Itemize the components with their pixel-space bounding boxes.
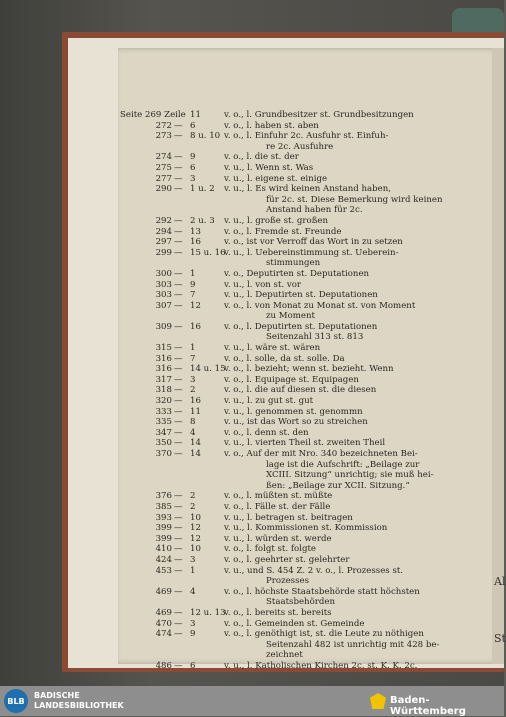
errata-text: v. o., l. Gemeinden st. Gemeinde xyxy=(224,618,365,629)
errata-dash: — xyxy=(174,268,183,279)
errata-row xyxy=(120,248,460,259)
blb-logo-text: BLB xyxy=(7,696,25,706)
errata-row xyxy=(120,174,460,185)
errata-text: v. o., l. Fälle st. der Fälle xyxy=(224,501,331,512)
errata-text: v. u., l. Es wird keinen Anstand haben, xyxy=(224,184,392,195)
errata-text: v. o., l. bereits st. bereits xyxy=(224,607,332,618)
errata-row xyxy=(120,131,460,142)
errata-text: v. o., l. haben st. aben xyxy=(224,120,319,131)
errata-page: 272 xyxy=(155,120,172,131)
errata-dash: — xyxy=(174,374,183,385)
errata-line: 8 u. 10 xyxy=(190,131,221,142)
errata-page: 316 xyxy=(155,364,172,375)
errata-line: 2 xyxy=(190,501,196,512)
errata-row xyxy=(120,438,460,449)
errata-line: 16 xyxy=(190,321,201,332)
errata-row xyxy=(120,184,460,195)
errata-continuation-text: XCIII. Sitzung“ unrichtig; sie muß hei- xyxy=(266,470,434,481)
errata-row xyxy=(120,216,460,227)
errata-text: v. o., l. die st. der xyxy=(224,152,299,163)
errata-text: v. o., l. höchste Staatsbehörde statt höchsten xyxy=(224,586,420,597)
errata-row xyxy=(120,513,460,524)
errata-line: 10 xyxy=(190,512,201,523)
errata-dash: — xyxy=(174,279,183,290)
errata-text: v. u., l. Wenn st. Was xyxy=(224,162,314,173)
errata-page: 275 xyxy=(155,162,172,173)
errata-page: 274 xyxy=(155,152,172,163)
errata-dash: — xyxy=(174,427,183,438)
errata-page: 294 xyxy=(155,226,172,237)
errata-line: 14 xyxy=(190,438,201,449)
errata-row xyxy=(120,661,460,672)
errata-dash: — xyxy=(174,162,183,173)
errata-line: 2 xyxy=(190,491,196,502)
errata-page: 385 xyxy=(155,501,172,512)
errata-page: 399 xyxy=(155,533,172,544)
errata-continuation-text: lage ist die Aufschrift: „Beilage zur xyxy=(266,459,420,470)
errata-row xyxy=(120,449,460,460)
errata-dash: — xyxy=(174,512,183,523)
errata-text: v. o., l. denn st. den xyxy=(224,427,309,438)
errata-line: 3 xyxy=(190,554,196,565)
errata-text: v. o., l. folgt st. folgte xyxy=(224,544,316,555)
errata-row xyxy=(120,428,460,439)
errata-continuation-text: zu Moment xyxy=(266,311,315,322)
errata-text: v. o., l. Deputirten st. Deputationen xyxy=(224,321,378,332)
errata-dash: — xyxy=(174,364,183,375)
errata-dash: — xyxy=(174,523,183,534)
errata-page: 370 xyxy=(155,449,172,459)
errata-dash: — xyxy=(174,290,183,301)
errata-text: v. u., l. eigene st. einige xyxy=(224,173,328,184)
errata-line: 10 xyxy=(190,544,201,555)
errata-page: 424 xyxy=(155,554,172,565)
errata-line: 3 xyxy=(190,173,196,184)
errata-page: 474 xyxy=(155,629,172,640)
errata-page: 303 xyxy=(155,290,172,301)
next-page-edge xyxy=(492,48,504,664)
errata-row xyxy=(120,407,460,418)
blb-logo-icon xyxy=(4,689,28,713)
errata-row xyxy=(120,290,460,301)
errata-text: v. u., l. große st. großen xyxy=(224,215,329,226)
errata-dash: — xyxy=(174,184,183,195)
errata-header-row xyxy=(120,110,460,121)
errata-text: v. u., l. zu gut st. gut xyxy=(224,396,314,407)
errata-page: 292 xyxy=(155,215,172,226)
errata-dash: — xyxy=(174,491,183,502)
errata-row xyxy=(120,152,460,163)
errata-text: v. o., l. von Monat zu Monat st. von Moment xyxy=(224,300,416,311)
errata-line: 1 xyxy=(190,268,196,279)
bw-emblem-icon xyxy=(370,693,386,709)
errata-continuation-text: Staatsbehörden xyxy=(266,597,335,608)
errata-dash: — xyxy=(174,215,183,226)
errata-page: 317 xyxy=(155,374,172,385)
errata-line: 1 xyxy=(190,565,196,576)
errata-line: 7 xyxy=(190,353,196,364)
edge-fragment: Al xyxy=(494,575,506,588)
errata-dash: — xyxy=(174,565,183,576)
errata-continuation xyxy=(120,576,460,587)
errata-dash: — xyxy=(174,226,183,237)
errata-line: 12 xyxy=(190,300,201,311)
errata-dash: — xyxy=(174,438,183,449)
errata-line: 2 u. 3 xyxy=(190,215,215,226)
errata-page: 410 xyxy=(155,544,172,555)
errata-page: 290 xyxy=(155,184,172,195)
errata-line: 3 xyxy=(190,618,196,629)
errata-dash: — xyxy=(174,353,183,364)
errata-dash: — xyxy=(174,449,183,459)
errata-page: 469 xyxy=(155,607,172,618)
errata-text: v. o., l. bezieht; wenn st. bezieht. Wenn xyxy=(224,364,394,375)
errata-dash: — xyxy=(174,544,183,555)
errata-row xyxy=(120,269,460,280)
errata-text: v. o., l. genöthigt ist, st. die Leute zu nöthigen xyxy=(224,629,424,640)
errata-dash: — xyxy=(174,131,183,142)
errata-text: v. o., l. Fremde st. Freunde xyxy=(224,226,342,237)
header-lead: Seite 269 Zeile xyxy=(120,110,186,120)
errata-dash: — xyxy=(174,406,183,417)
errata-row xyxy=(120,566,460,577)
errata-line: 9 xyxy=(190,279,196,290)
errata-continuation xyxy=(120,258,460,269)
errata-page: 347 xyxy=(155,427,172,438)
errata-list xyxy=(120,110,460,671)
errata-line: 14 xyxy=(190,449,201,459)
errata-dash: — xyxy=(174,120,183,131)
errata-text: v. u., l. Deputirten st. Deputationen xyxy=(224,290,378,301)
errata-continuation-text: Seitenzahl 482 ist unrichtig mit 428 be- xyxy=(266,639,440,650)
errata-line: 16 xyxy=(190,237,201,248)
errata-dash: — xyxy=(174,618,183,629)
errata-page: 277 xyxy=(155,173,172,184)
errata-text: v. u., l. Uebereinstimmung st. Ueberein- xyxy=(224,247,399,258)
errata-text: v. u., ist das Wort so zu streichen xyxy=(224,417,368,428)
errata-line: 3 xyxy=(190,374,196,385)
errata-text: v. o., ist vor Verroff das Wort in zu setzen xyxy=(224,237,403,248)
errata-continuation-text: Prozesses xyxy=(266,576,309,587)
errata-page: 297 xyxy=(155,237,172,248)
edge-fragment: St xyxy=(494,632,506,645)
errata-dash: — xyxy=(174,586,183,597)
errata-text: v. u., l. würden st. werde xyxy=(224,533,332,544)
errata-page: 393 xyxy=(155,512,172,523)
errata-text: v. u., und S. 454 Z. 2 v. o., l. Prozesses st. xyxy=(224,565,404,576)
errata-text: v. u., l. wäre st. wären xyxy=(224,343,321,354)
errata-line: 12 u. 13 xyxy=(190,607,226,618)
footer-bar xyxy=(0,686,504,716)
errata-line: 9 xyxy=(190,629,196,640)
errata-page: 300 xyxy=(155,268,172,279)
errata-continuation xyxy=(120,460,460,471)
errata-row xyxy=(120,396,460,407)
errata-line: 15 u. 16 xyxy=(190,247,226,258)
errata-row xyxy=(120,502,460,513)
errata-text: v. u., l. Kommissionen st. Kommission xyxy=(224,523,388,534)
errata-page: 299 xyxy=(155,247,172,258)
errata-row xyxy=(120,544,460,555)
errata-text: v. u., l. Katholischen Kirchen 2c. st. K. K. 2c. xyxy=(224,660,418,671)
errata-continuation xyxy=(120,332,460,343)
errata-text: v. o., l. solle, da st. solle. Da xyxy=(224,353,345,364)
errata-text: v. u., l. von st. vor xyxy=(224,279,301,290)
errata-row xyxy=(120,163,460,174)
errata-dash: — xyxy=(174,660,183,671)
errata-dash: — xyxy=(174,629,183,640)
errata-continuation-text: stimmungen xyxy=(266,258,321,269)
header-line: 11 xyxy=(190,110,201,120)
errata-dash: — xyxy=(174,173,183,184)
errata-continuation-text: ßen: „Beilage zur XCII. Sitzung.“ xyxy=(266,480,410,491)
errata-line: 4 xyxy=(190,586,196,597)
errata-text: v. o., l. die auf diesen st. die diesen xyxy=(224,385,377,396)
errata-page: 469 xyxy=(155,586,172,597)
errata-page: 309 xyxy=(155,321,172,332)
errata-row xyxy=(120,237,460,248)
errata-row xyxy=(120,417,460,428)
errata-line: 4 xyxy=(190,427,196,438)
errata-dash: — xyxy=(174,501,183,512)
errata-row xyxy=(120,375,460,386)
errata-continuation xyxy=(120,481,460,492)
errata-line: 7 xyxy=(190,290,196,301)
errata-row xyxy=(120,121,460,132)
errata-continuation xyxy=(120,311,460,322)
errata-page: 350 xyxy=(155,438,172,449)
errata-line: 14 u. 15 xyxy=(190,364,226,375)
errata-dash: — xyxy=(174,237,183,248)
errata-text: v. u., l. genommen st. genommn xyxy=(224,406,363,417)
errata-dash: — xyxy=(174,343,183,354)
errata-row xyxy=(120,555,460,566)
errata-page: 335 xyxy=(155,417,172,428)
errata-page: 399 xyxy=(155,523,172,534)
errata-page: 486 xyxy=(155,660,172,671)
errata-dash: — xyxy=(174,607,183,618)
errata-dash: — xyxy=(174,300,183,311)
errata-text: v. o., l. müßten st. müßte xyxy=(224,491,333,502)
errata-dash: — xyxy=(174,533,183,544)
errata-line: 1 xyxy=(190,343,196,354)
errata-dash: — xyxy=(174,321,183,332)
errata-line: 13 xyxy=(190,226,201,237)
errata-text: v. o., Auf der mit Nro. 340 bezeichneten Bei- xyxy=(224,449,418,459)
errata-line: 6 xyxy=(190,120,196,131)
errata-page: 470 xyxy=(155,618,172,629)
errata-row xyxy=(120,354,460,365)
errata-line: 6 xyxy=(190,660,196,671)
errata-row xyxy=(120,534,460,545)
header-text: v. o., l. Grundbesitzer st. Grundbesitzungen xyxy=(224,110,414,120)
errata-row xyxy=(120,385,460,396)
errata-row xyxy=(120,364,460,375)
errata-line: 12 xyxy=(190,523,201,534)
errata-dash: — xyxy=(174,247,183,258)
errata-dash: — xyxy=(174,417,183,428)
errata-continuation-text: zeichnet xyxy=(266,650,303,661)
errata-row xyxy=(120,322,460,333)
errata-continuation xyxy=(120,205,460,216)
errata-page: 320 xyxy=(155,396,172,407)
errata-continuation xyxy=(120,650,460,661)
errata-text: v. o., l. Equipage st. Equipagen xyxy=(224,374,359,385)
library-line-1: BADISCHE xyxy=(34,691,80,700)
errata-line: 9 xyxy=(190,152,196,163)
errata-line: 1 u. 2 xyxy=(190,184,215,195)
errata-continuation xyxy=(120,142,460,153)
errata-line: 11 xyxy=(190,406,201,417)
errata-text: v. o., l. geehrter st. gelehrter xyxy=(224,554,350,565)
errata-continuation-text: re 2c. Ausfuhre xyxy=(266,141,334,152)
errata-row xyxy=(120,280,460,291)
errata-text: v. u., l. vierten Theil st. zweiten Theil xyxy=(224,438,386,449)
errata-row xyxy=(120,587,460,598)
errata-text: v. o., Deputirten st. Deputationen xyxy=(224,268,370,279)
errata-page: 376 xyxy=(155,491,172,502)
errata-dash: — xyxy=(174,152,183,163)
errata-line: 2 xyxy=(190,385,196,396)
errata-page: 303 xyxy=(155,279,172,290)
errata-page: 318 xyxy=(155,385,172,396)
errata-row xyxy=(120,629,460,640)
errata-page: 316 xyxy=(155,353,172,364)
errata-row xyxy=(120,619,460,630)
errata-continuation-text: für 2c. st. Diese Bemerkung wird keinen xyxy=(266,194,443,205)
errata-page: 307 xyxy=(155,300,172,311)
errata-continuation xyxy=(120,195,460,206)
errata-row xyxy=(120,227,460,238)
errata-line: 12 xyxy=(190,533,201,544)
errata-continuation xyxy=(120,470,460,481)
errata-dash: — xyxy=(174,554,183,565)
bw-name: Baden-Württemberg xyxy=(390,695,466,717)
library-name xyxy=(34,691,124,711)
errata-row xyxy=(120,608,460,619)
errata-row xyxy=(120,523,460,534)
errata-line: 8 xyxy=(190,417,196,428)
errata-text: v. u., l. betragen st. beitragen xyxy=(224,512,353,523)
errata-row xyxy=(120,343,460,354)
errata-row xyxy=(120,491,460,502)
errata-row xyxy=(120,301,460,312)
errata-continuation xyxy=(120,597,460,608)
errata-page: 273 xyxy=(155,131,172,142)
errata-line: 6 xyxy=(190,162,196,173)
errata-dash: — xyxy=(174,396,183,407)
errata-text: v. o., l. Einfuhr 2c. Ausfuhr st. Einfuh- xyxy=(224,131,389,142)
errata-page: 315 xyxy=(155,343,172,354)
errata-dash: — xyxy=(174,385,183,396)
errata-continuation-text: Anstand haben für 2c. xyxy=(266,205,363,216)
errata-page: 453 xyxy=(155,565,172,576)
errata-page: 333 xyxy=(155,406,172,417)
errata-continuation-text: Seitenzahl 313 st. 813 xyxy=(266,332,364,343)
library-line-2: LANDESBIBLIOTHEK xyxy=(34,701,124,710)
errata-continuation xyxy=(120,640,460,651)
errata-line: 16 xyxy=(190,396,201,407)
